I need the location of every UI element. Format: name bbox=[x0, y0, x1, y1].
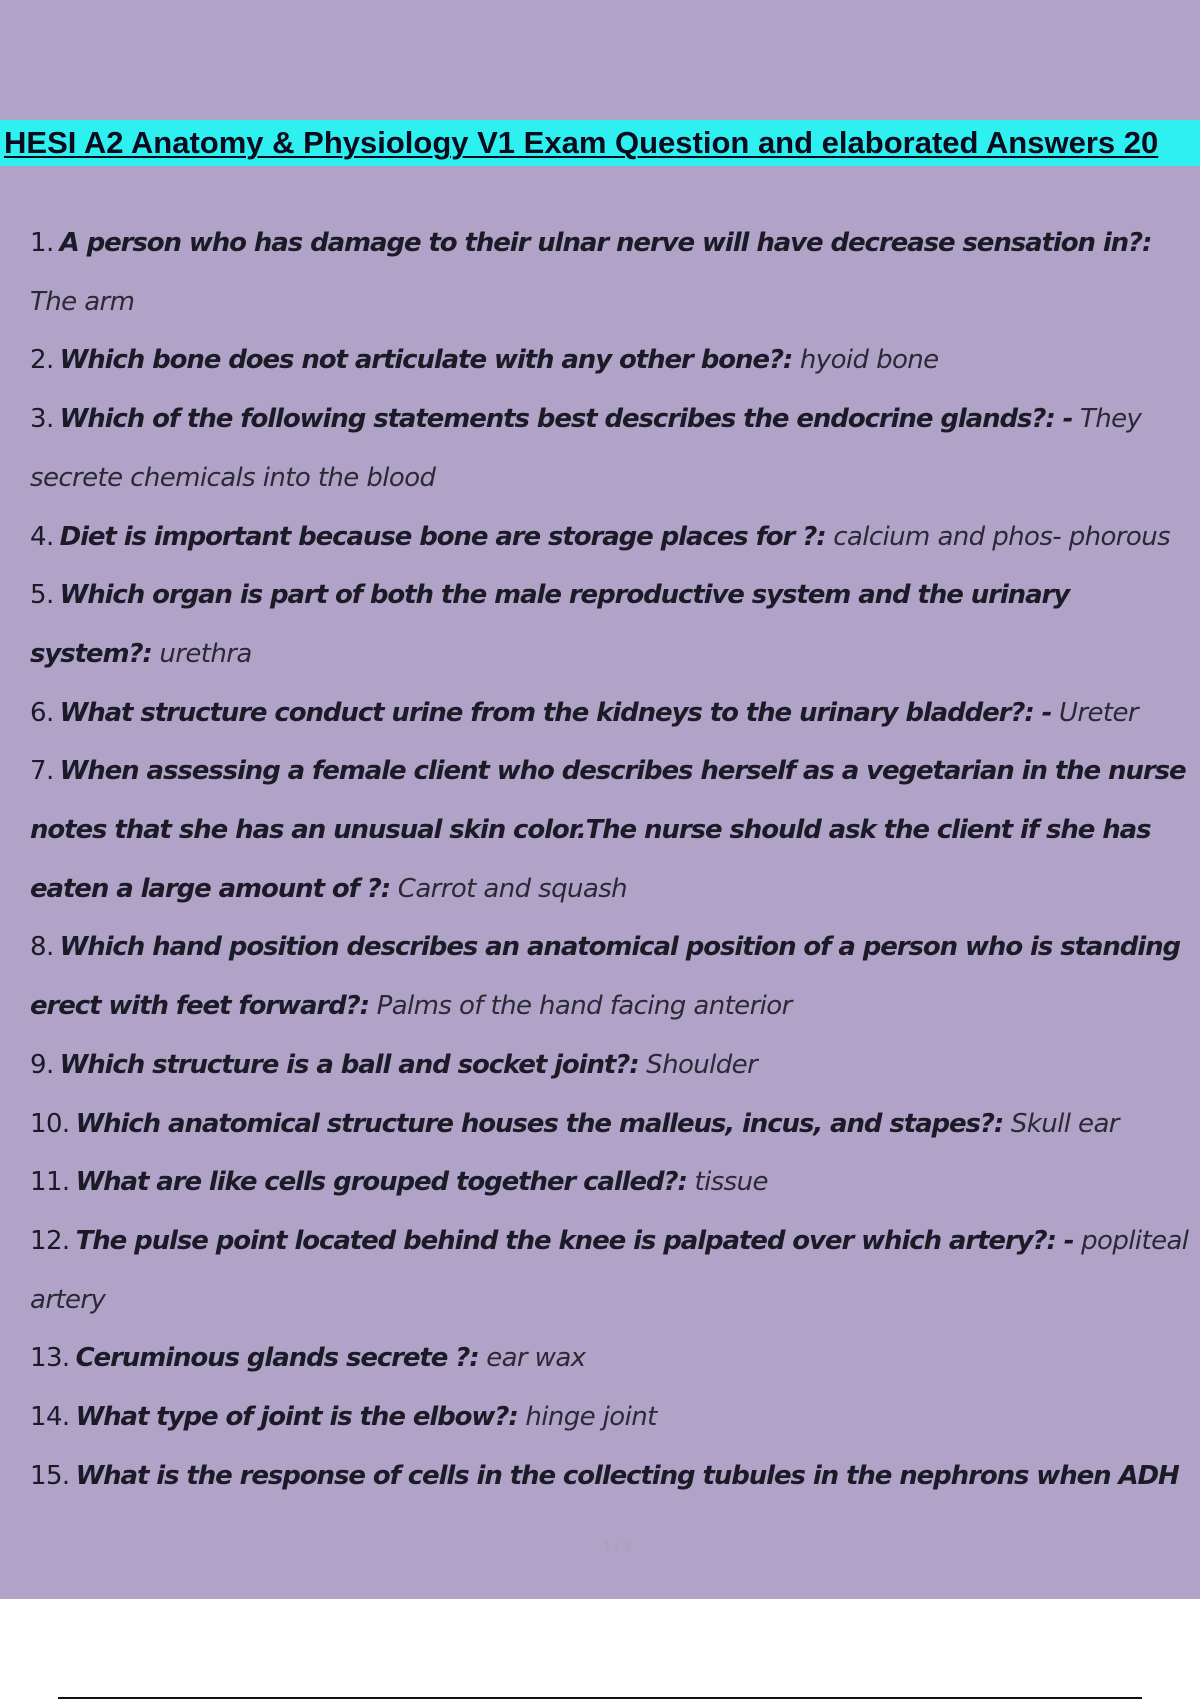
question-text: A person who has damage to their ulnar nerve will have decrease sensation in?: bbox=[59, 228, 1152, 258]
question-text: What is the response of cells in the collecting tubules in the nephrons when ADH bbox=[75, 1460, 1179, 1491]
question-item bbox=[30, 390, 1195, 507]
question-text: When assessing a female client who describes herself as a vegetarian in the nurse notes that she has an unusual skin color.The nurse should ask the client if she has eaten a large amount of ?: bbox=[30, 756, 1186, 904]
question-item bbox=[30, 1212, 1195, 1329]
answer-text: Skull ear bbox=[1010, 1108, 1119, 1139]
question-item bbox=[30, 1447, 1195, 1506]
question-item bbox=[30, 331, 1195, 390]
question-text: Which bone does not articulate with any other bone?: bbox=[59, 345, 793, 376]
question-number: 9. bbox=[30, 1049, 54, 1080]
question-number: 5. bbox=[30, 580, 54, 611]
question-text: Ceruminous glands secrete ?: bbox=[75, 1343, 479, 1374]
question-number: 14. bbox=[30, 1402, 70, 1433]
page-indicator: 1 / 3 bbox=[603, 1538, 631, 1554]
question-list bbox=[30, 214, 1195, 1505]
document-title: HESI A2 Anatomy & Physiology V1 Exam Question and elaborated Answers 20 bbox=[4, 125, 1159, 160]
question-text: Which of the following statements best describes the endocrine glands?: - bbox=[59, 404, 1073, 435]
question-number: 10. bbox=[30, 1108, 70, 1139]
answer-text: tissue bbox=[694, 1167, 768, 1198]
question-text: Which organ is part of both the male reproductive system and the urinary system?: bbox=[30, 580, 1070, 669]
answer-text: Ureter bbox=[1058, 697, 1138, 728]
answer-text: ear wax bbox=[486, 1343, 586, 1374]
question-text: Which anatomical structure houses the malleus, incus, and stapes?: bbox=[75, 1108, 1004, 1139]
question-item bbox=[30, 1329, 1195, 1388]
question-number: 12. bbox=[30, 1225, 70, 1256]
answer-text: Carrot and squash bbox=[397, 873, 628, 904]
answer-text: popliteal artery bbox=[30, 1225, 1189, 1315]
title-band bbox=[0, 120, 1200, 166]
question-item bbox=[30, 918, 1195, 1035]
answer-text: urethra bbox=[159, 638, 252, 669]
question-number: 8. bbox=[30, 932, 54, 963]
answer-text: Palms of the hand facing anterior bbox=[376, 991, 792, 1022]
answer-text: The arm bbox=[30, 286, 135, 317]
answer-text: hinge joint bbox=[525, 1402, 657, 1433]
question-number: 7. bbox=[30, 756, 54, 787]
answer-text: calcium and phos- phorous bbox=[833, 521, 1171, 552]
question-text: Which structure is a ball and socket joint?: bbox=[59, 1049, 639, 1080]
question-number: 4. bbox=[30, 521, 54, 552]
question-number: 11. bbox=[30, 1167, 70, 1198]
question-number: 13. bbox=[30, 1343, 70, 1374]
question-number: 6. bbox=[30, 697, 54, 728]
question-text: What are like cells grouped together called?: bbox=[75, 1167, 687, 1198]
question-text: Diet is important because bone are storage places for ?: bbox=[59, 521, 826, 552]
question-number: 2. bbox=[30, 345, 54, 376]
answer-text: Shoulder bbox=[646, 1049, 758, 1080]
question-item bbox=[30, 508, 1195, 567]
question-number: 1. bbox=[30, 228, 54, 258]
question-number: 15. bbox=[30, 1460, 70, 1491]
question-text: What type of joint is the elbow?: bbox=[75, 1402, 518, 1433]
question-item bbox=[30, 684, 1195, 743]
question-text: Which hand position describes an anatomical position of a person who is standing erect with feet forward?: bbox=[30, 932, 1181, 1022]
question-item bbox=[30, 1095, 1195, 1154]
question-number: 3. bbox=[30, 404, 54, 435]
question-item bbox=[30, 1036, 1195, 1095]
question-text: The pulse point located behind the knee is palpated over which artery?: - bbox=[75, 1225, 1074, 1256]
question-item bbox=[30, 1153, 1195, 1212]
question-item bbox=[30, 1388, 1195, 1447]
question-item bbox=[30, 742, 1195, 918]
answer-text: They secrete chemicals into the blood bbox=[30, 404, 1142, 493]
answer-text: hyoid bone bbox=[799, 345, 939, 376]
divider-line bbox=[58, 1697, 1142, 1699]
question-text: What structure conduct urine from the kidneys to the urinary bladder?: - bbox=[59, 697, 1052, 728]
question-item bbox=[30, 214, 1195, 331]
question-item bbox=[30, 566, 1195, 683]
